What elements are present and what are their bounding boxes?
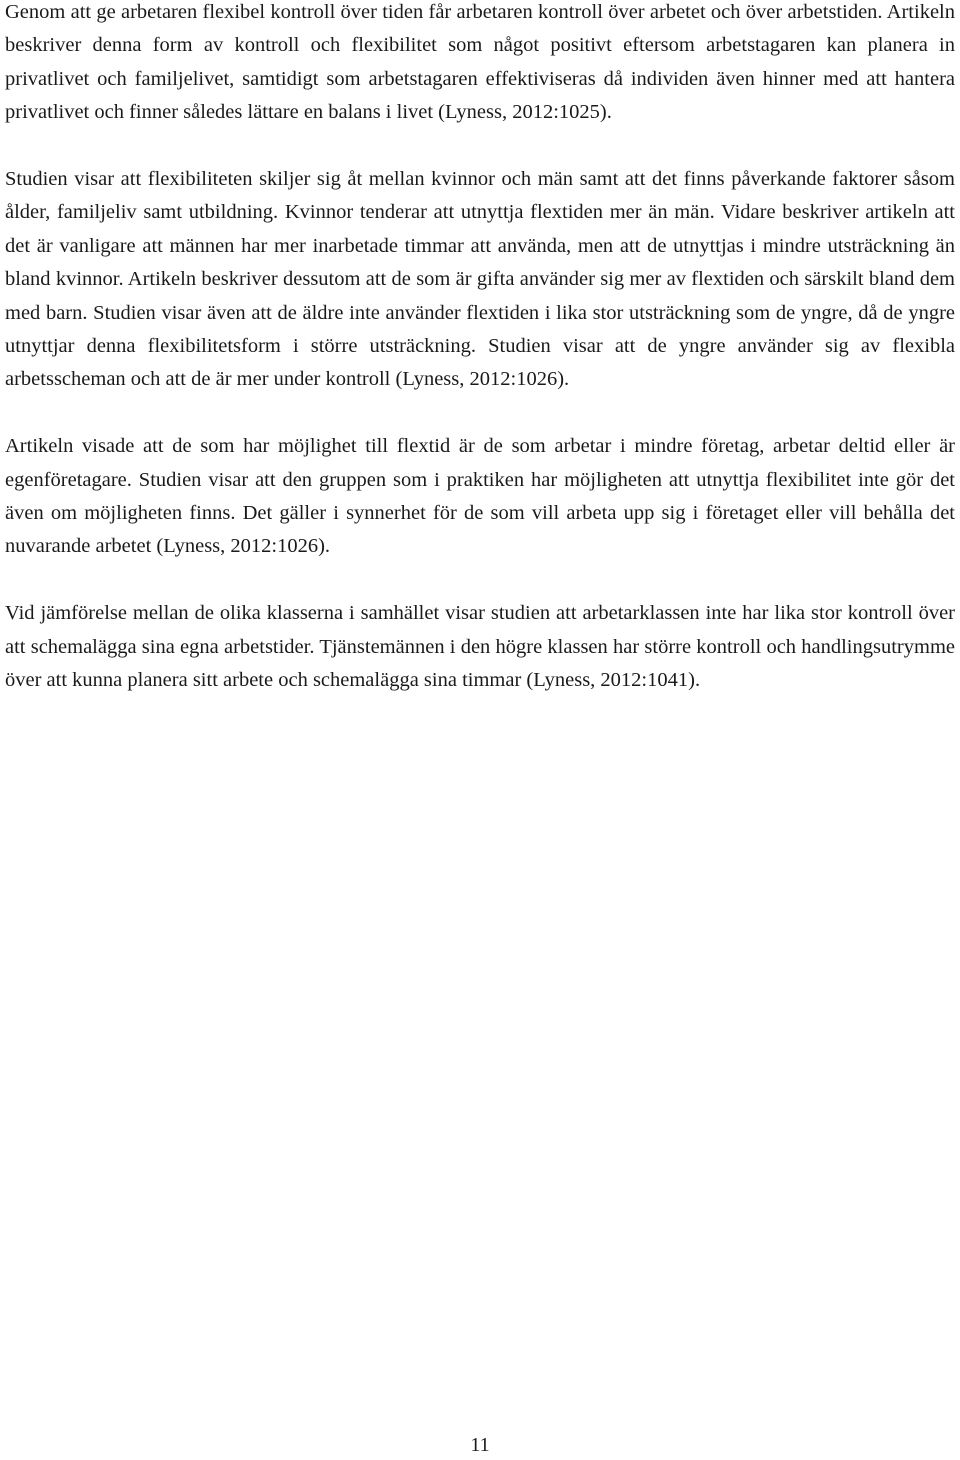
paragraph-1: Genom att ge arbetaren flexibel kontroll över tiden får arbetaren kontroll över arbetet och över arbetstiden. Artikeln beskriver denna form av kontroll och flexibilitet som något positivt eftersom arbetstagaren kan planera in privatlivet och familjelivet, samtidigt som arbetstagaren effektiviseras då individen även hinner med att hantera privatlivet och finner således lättare en balans i livet (Lyness, 2012:1025).	[5, 1, 955, 124]
paragraph-4: Vid jämförelse mellan de olika klasserna i samhället visar studien att arbetarklassen inte har lika stor kontroll över att schemalägga sina egna arbetstider. Tjänstemännen i den högre klassen har större kontroll och handlingsutrymme över att kunna planera sitt arbete och schemalägga sina timmar (Lyness, 2012:1041).	[5, 602, 955, 692]
document-page	[5, 0, 955, 697]
page-number: 11	[470, 1434, 490, 1456]
paragraph-3: Artikeln visade att de som har möjlighet till flextid är de som arbetar i mindre företag, arbetar deltid eller är egenföretagare. Studien visar att den gruppen som i praktiken har möjligheten att utnyttja flexibilitet inte gör det även om möjligheten finns. Det gäller i synnerhet för de som vill arbeta upp sig i företaget eller vill behålla det nuvarande arbetet (Lyness, 2012:1026).	[5, 435, 955, 558]
paragraph-2: Studien visar att flexibiliteten skiljer sig åt mellan kvinnor och män samt att det finns påverkande faktorer såsom ålder, familjeliv samt utbildning. Kvinnor tenderar att utnyttja flextiden mer än män. Vidare beskriver artikeln att det är vanligare att männen har mer inarbetade timmar att använda, men att de utnyttjas i mindre utsträckning än bland kvinnor. Artikeln beskriver dessutom att de som är gifta använder sig mer av flextiden och särskilt bland dem med barn. Studien visar även att de äldre inte använder flextiden i lika stor utsträckning som de yngre, då de yngre utnyttjar denna flexibilitetsform i större utsträckning. Studien visar att de yngre använder sig av flexibla arbetsscheman och att de är mer under kontroll (Lyness, 2012:1026).	[5, 168, 955, 391]
